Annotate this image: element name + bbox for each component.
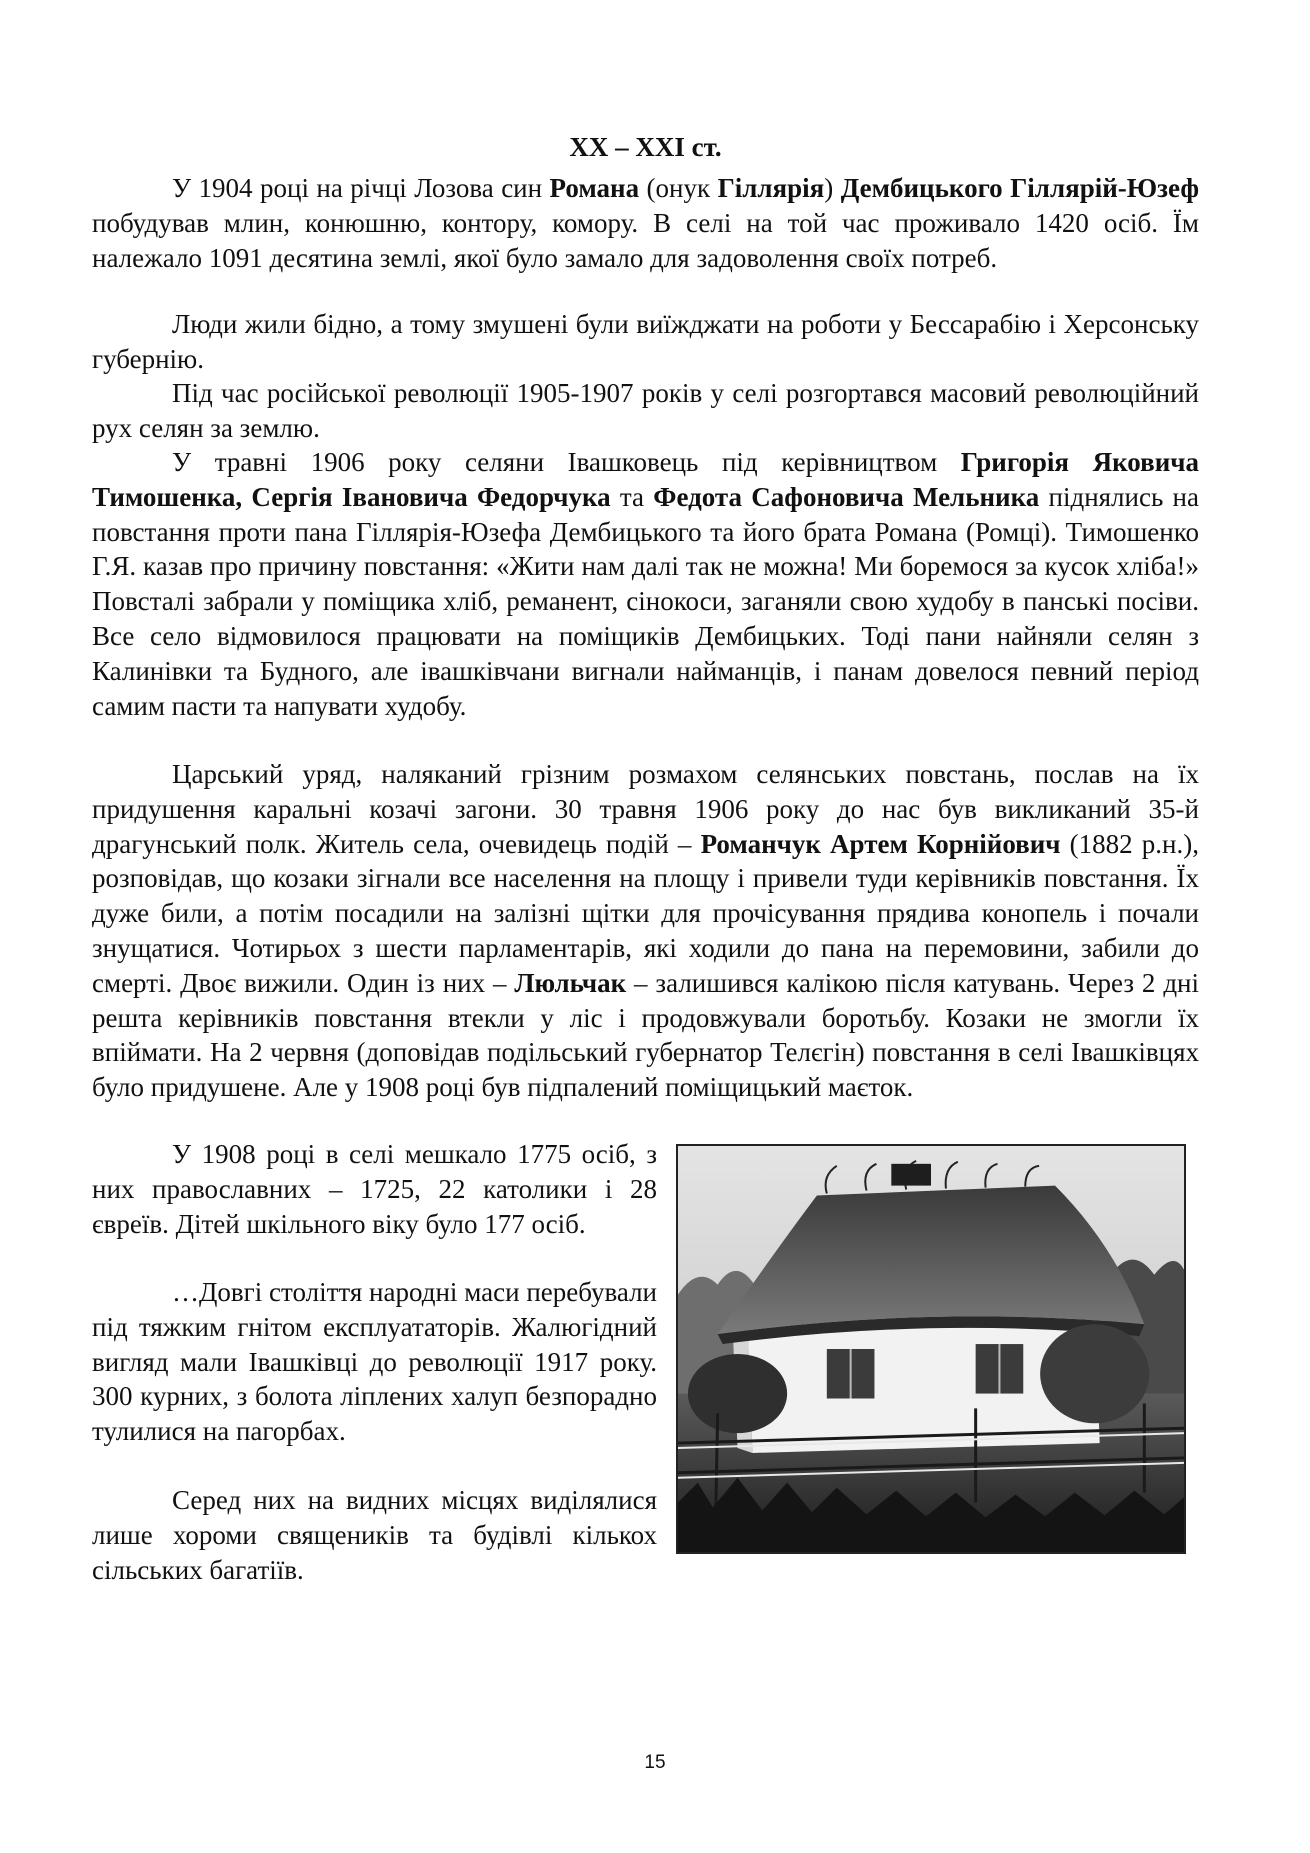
bold-name-roman: Романа (549, 173, 640, 203)
section-title: XX – XXI ст. (569, 132, 722, 162)
paragraph-6: У 1908 році в селі мешкало 1775 осіб, з них православних – 1725, 22 католики і 28 євреїв. Дітей шкільного віку було 177 осіб. (92, 1139, 657, 1239)
paragraph-4-text-a: У травні 1906 року селяни Івашковець під керівництвом (172, 447, 961, 477)
paragraph-5-text-c: (1882 р.н.), розповідав, що козаки зігнали все населення на площу і привели туди керівників повстання. Їх дуже били, а потім посадили на залізні щітки для прочісування прядива конопель і почали знущатися. Чотирьох з шести парламентарів, які ходили до пана на перемовини, забили до смерті. Двоє вижили. Один із них – (92, 828, 1199, 998)
paragraph-1-text-d: ) (824, 173, 841, 203)
paragraph-5-text-d: – залишився калікою після катувань. Через 2 дні решта керівників повстання втекли у ліс і продовжували боротьбу. Козаки не змогли їх впіймати. На 2 червня (доповідав подільський губернатор Телєгін) повстання в селі Івашківцях було придушене. Але у 1908 році був підпалений поміщицький маєток. (92, 967, 1200, 1103)
bold-leaders-names: Григорія Яковича Тимошенка, Сергія Івановича Федорчука (92, 447, 1199, 512)
paragraph-1 (92, 171, 1199, 275)
paragraph-4-text-d: піднялись на повстання проти пана Гіллярія-Юзефа Дембицького та його брата Романа (Ромці). Тимошенко Г.Я. казав про причину повстання: «Жити нам далі так не можна! Ми боремося за кусок хліба!» Повсталі забрали у поміщика хліб, реманент, сінокоси, заганяли свою худобу в панські посіви. Все село відмовилося працювати на поміщиків Дембицьких. Тоді пани найняли селян з Калинівки та Будного, але івашківчани вигнали найманців, і панам довелося певний період самим пасти та напувати худобу. (92, 481, 1199, 721)
bold-name-melnyk: Федота Сафоновича Мельника (653, 481, 1040, 512)
paragraph-4 (92, 445, 1199, 723)
paragraph-1-text-a: У 1904 році на річці Лозова син (172, 173, 550, 203)
bold-name-romanchuk: Романчук Артем Корнійович (700, 828, 1061, 859)
paragraph-8: Серед них на видних місцях виділялися лише хороми священиків та будівлі кількох сільських багатіїв. (92, 1485, 657, 1585)
paragraph-4-text-c: та (610, 481, 654, 512)
page-number: 15 (644, 1752, 666, 1773)
paragraph-2: Люди жили бідно, а тому змушені були виїжджати на роботи у Бессарабію і Херсонську губернію. (92, 309, 1199, 374)
paragraph-1-text-c: (онук (639, 173, 718, 203)
paragraph-5 (92, 757, 1199, 1105)
paragraph-1-text-e: побудував млин, конюшню, контору, комору. В селі на той час проживало 1420 осіб. Їм належало 1091 десятина землі, якої було замало для задоволення своїх потреб. (92, 207, 1199, 273)
bold-name-hilliariy: Гіллярія (717, 173, 825, 203)
paragraph-3: Під час російської революції 1905-1907 років у селі розгортався масовий революційний рух селян за землю. (92, 378, 1199, 443)
bold-name-liulchak: Люльчак (514, 967, 627, 998)
paragraph-7: …Довгі століття народні маси перебували під тяжким гнітом експлуататорів. Жалюгідний вигляд мали Івашківці до революції 1917 року. 300 курних, з болота ліплених халуп безпорадно тулилися на пагорбах. (92, 1277, 657, 1447)
thatched-hut-photo (676, 1144, 1186, 1554)
hut-illustration (678, 1146, 1184, 1552)
paragraph-5-text-a: Царський уряд, наляканий грізним розмахом селянських повстань, послав на їх придушення каральні козачі загони. 30 травня 1906 року до нас був викликаний 35-й драгунський полк. Житель села, очевидець подій – (92, 759, 1199, 859)
bold-name-dembytskyi: Дембицького Гіллярій-Юзеф (840, 173, 1200, 203)
